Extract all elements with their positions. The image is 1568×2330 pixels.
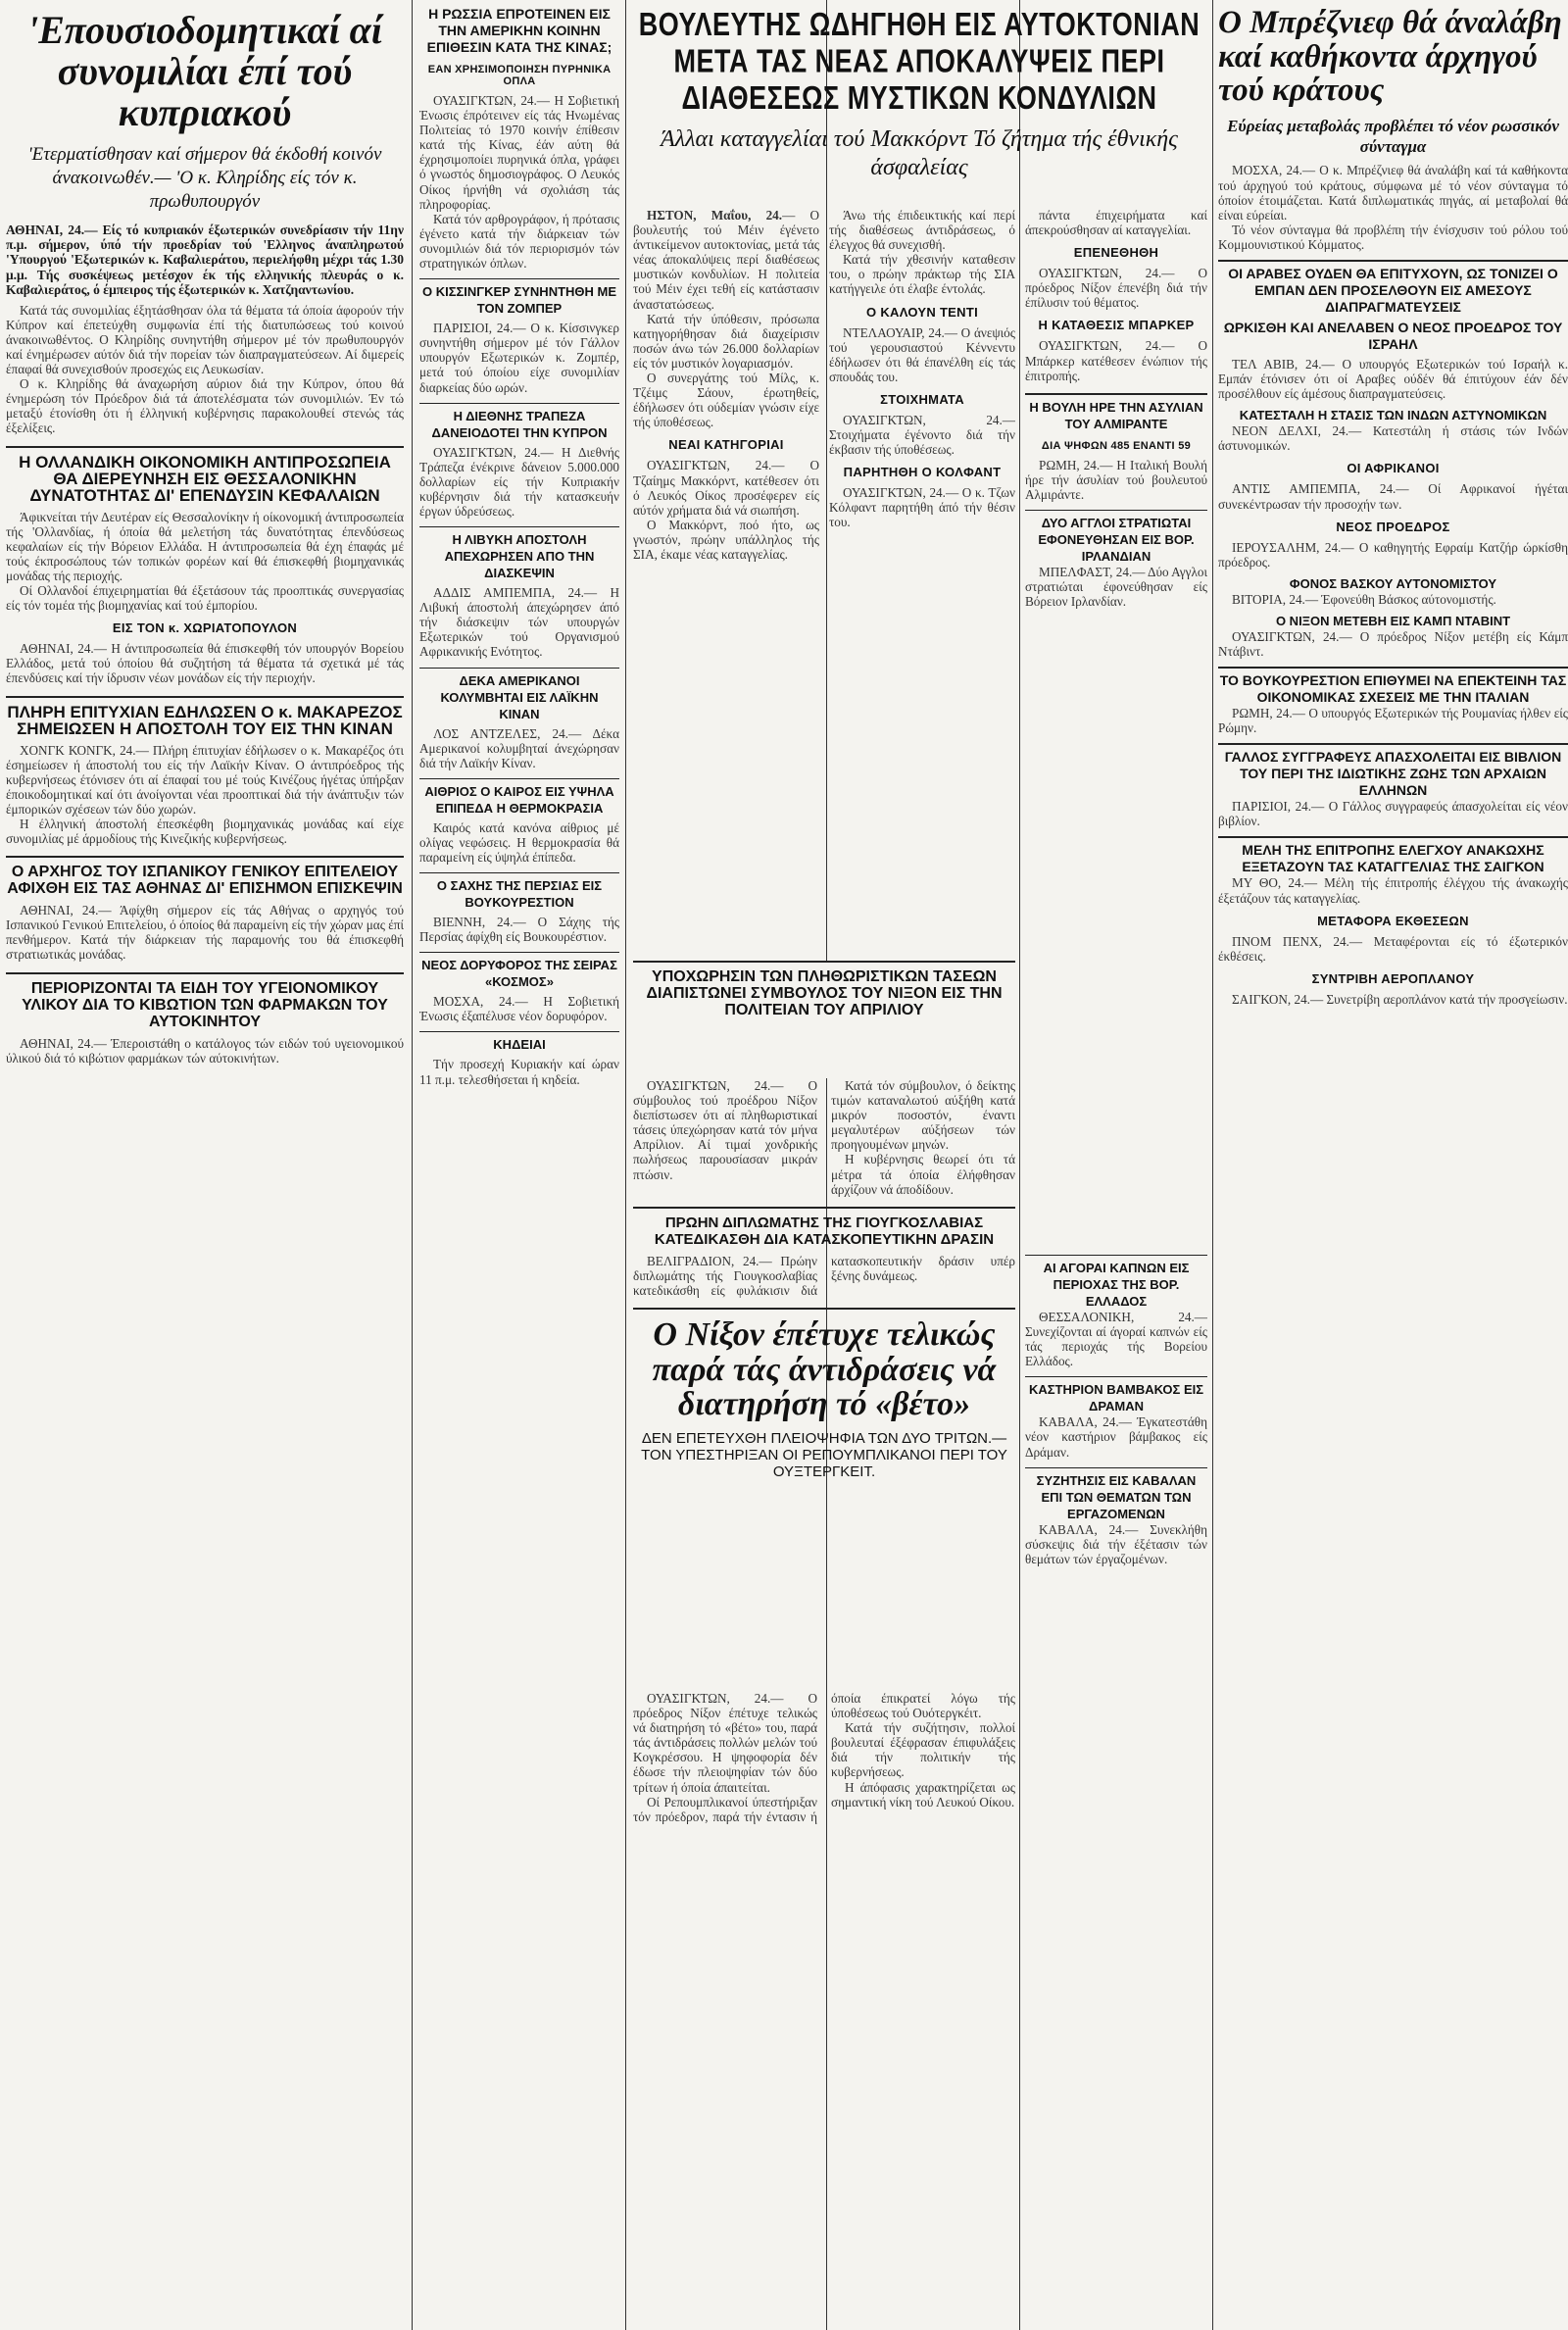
body-spanish-chief: ΑΘΗΝΑΙ, 24.— Άφίχθη σήμερον είς τάς Αθήνας ο αρχηγός τού Ισπανικού Γενικού Επιτελείου, ό όποίος θά παραμείνη είς τήν χώραν μας έπί πενθήμερον. Κατά τήν διάρκειαν τής παραμονής του θά έπισκεφθή στρατιωτικάς μονάδας. — [6, 903, 404, 963]
body-cotton: ΚΑΒΑΛΑ, 24.— Έγκατεστάθη νέον καστήριον βάμβακος είς Δράμαν. — [1025, 1414, 1207, 1460]
subhead-horiatopoulos: ΕΙΣ ΤΟΝ κ. ΧΩΡΙΑΤΟΠΟΥΛΟΝ — [112, 620, 298, 636]
body-mparker: ΟΥΑΣΙΓΚΤΩΝ, 24.— Ο Μπάρκερ κατέθεσεν ένώπιον τής έπιτροπής. — [1025, 338, 1207, 383]
headline-workers: ΣΥΖΗΤΗΣΙΣ ΕΙΣ ΚΑΒΑΛΑΝ ΕΠΙ ΤΩΝ ΘΕΜΑΤΩΝ ΤΩΝ ΕΡΓΑΖΟΜΕΝΩΝ — [1036, 1472, 1197, 1521]
subhead-transfer: ΜΕΤΑΦΟΡΑ ΕΚΘΕΣΕΩΝ — [1317, 913, 1469, 928]
body-suicide-cont2: πάντα έπιχειρήματα καί άπεκρούσθησαν αί καταγγελίαι. — [1025, 208, 1207, 238]
body-kissinger: ΠΑΡΙΣΙΟΙ, 24.— Ο κ. Κίσσινγκερ συνηντήθη σήμερον μέ τόν Γάλλον υπουργόν Εξωτερικών κ. Ζομπέρ, μετά τού όποίου είχε συνομιλίαν διαρκείας δύο ωρών. — [419, 321, 619, 395]
body-basque: ΒΙΤΟΡΙΑ, 24.— Έφονεύθη Βάσκος αύτονομιστής. — [1232, 591, 1496, 607]
deck-nixon-veto: ΔΕΝ ΕΠΕΤΕΥΧΘΗ ΠΛΕΙΟΨΗΦΙΑ ΤΩΝ ΔΥΟ ΤΡΙΤΩΝ.—ΤΟΝ ΥΠΕΣΤΗΡΙΞΑΝ ΟΙ ΡΕΠΟΥΜΠΛΙΚΑΝΟΙ ΠΕΡΙ ΤΟΥ ΟΥΞΤΕΡΓΚΕΙΤ. — [641, 1430, 1007, 1481]
headline-suicide: ΒΟΥΛΕΥΤΗΣ ΩΔΗΓΗΘΗ ΕΙΣ ΑΥΤΟΚΤΟΝΙΑΝ ΜΕΤΑ ΤΑΣ ΝΕΑΣ ΑΠΟΚΑΛΥΨΕΙΣ ΠΕΡΙ ΔΙΑΘΕΣΕΩΣ ΜΥΣΤΙΚΩΝ ΚΟΝΔΥΛΙΩΝ — [638, 6, 1200, 118]
headline-funerals: ΚΗΔΕΙΑΙ — [493, 1037, 546, 1053]
headline-swimmers: ΔΕΚΑ ΑΜΕΡΙΚΑΝΟΙ ΚΟΛΥΜΒΗΤΑΙ ΕΙΣ ΛΑΪΚΗΝ ΚΙΝΑΝ — [440, 672, 599, 721]
body-libya: ΑΔΔΙΣ ΑΜΠΕΜΠΑ, 24.— Η Λιβυκή άποστολή άπεχώρησεν άπό τήν διάσκεψιν τών υπουργών Εξωτερικών τού Οργανισμού Αφρικανικής Ενότητος. — [419, 585, 619, 660]
column-rule — [625, 0, 626, 2330]
body-workers: ΚΑΒΑΛΑ, 24.— Συνεκλήθη σύσκεψις διά τήν έξέτασιν τών θεμάτων τών έργαζομένων. — [1025, 1521, 1207, 1566]
headline-libya: Η ΛΙΒΥΚΗ ΑΠΟΣΤΟΛΗ ΑΠΕΧΩΡΗΣΕΝ ΑΠΟ ΤΗΝ ΔΙΑΣΚΕΨΙΝ — [444, 532, 595, 581]
headline-camp-david: Ο ΝΙΞΟΝ ΜΕΤΕΒΗ ΕΙΣ ΚΑΜΠ ΝΤΑΒΙΝΤ — [1275, 613, 1511, 628]
body-watergate-committee: ΜΥ ΘΟ, 24.— Μέλη τής έπιτροπής έλέγχου τής άνακωχής έξετάζουν τάς καταγγελίας. — [1218, 875, 1568, 906]
headline-israel-president: ΩΡΚΙΣΘΗ ΚΑΙ ΑΝΕΛΑΒΕΝ Ο ΝΕΟΣ ΠΡΟΕΔΡΟΣ ΤΟΥ ΙΣΡΑΗΛ — [1223, 319, 1563, 352]
deck-brezhnev: Εύρείας μεταβολάς προβλέπει τό νέον ρωσσικόν σύνταγμα — [1227, 116, 1559, 157]
center-deck-wrap — [631, 125, 1207, 204]
headline-shah: Ο ΣΑΧΗΣ ΤΗΣ ΠΕΡΣΙΑΣ ΕΙΣ ΒΟΥΚΟΥΡΕΣΤΙΟΝ — [436, 878, 603, 911]
headline-cyprus: 'Επουσιοδομητικαί αί συνομιλίαι έπί τού κυπριακού — [27, 8, 382, 134]
headline-cotton: ΚΑΣΤΗΡΙΟΝ ΒΑΜΒΑΚΟΣ ΕΙΣ ΔΡΑΜΑΝ — [1028, 1382, 1204, 1414]
subhead-vote: ΔΙΑ ΨΗΦΩΝ 485 ΕΝΑΝΤΙ 59 — [1041, 439, 1192, 452]
headline-spanish-chief: Ο ΑΡΧΗΓΟΣ ΤΟΥ ΙΣΠΑΝΙΚΟΥ ΓΕΝΙΚΟΥ ΕΠΙΤΕΛΕΙΟΥ ΑΦΙΧΘΗ ΕΙΣ ΤΑΣ ΑΘΗΝΑΣ ΔΙ' ΕΠΙΣΗΜΟΝ ΕΠΙΣΚΕΨΙΝ — [7, 864, 403, 898]
body-makarezos: ΧΟΝΓΚ ΚΟΝΓΚ, 24.— Πλήρη έπιτυχίαν έδήλωσεν ο κ. Μακαρέζος ότι έσημείωσεν ή άποστολή του είς τήν Λαϊκήν Κίναν. Ο άντιπρόεδρος τής κυβερνήσεως έτόνισεν ότι αί έπαφαί του μέ τούς Κινέζους ήγέτας ύπήρξαν έποικοδομητικαί καί ότι άνοίγονται νέαι προοπτικαί διά τήν άνάπτυξιν τών έμπορικών σχέσεων τών δύο χωρών. Η έλληνική άποστολή έπεσκέφθη βιομηχανικάς μονάδας καί είχε συνομιλίας μέ άρμοδίους τής Κινεζικής κυβερνήσεως. — [6, 742, 404, 847]
body-india-police: ΝΕΟΝ ΔΕΛΧΙ, 24.— Κατεστάλη ή στάσις τών Ινδών άστυνομικών. — [1218, 423, 1568, 454]
body-dutch: Άφικνείται τήν Δευτέραν είς Θεσσαλονίκην ή οίκονομική άντιπροσωπεία τής 'Ολλανδίας, ή όποία θά μελετήση τάς δυνατότητας έπενδύσεως κεφαλαίων είς τήν Βόρειον Ελλάδα. Η άντιπροσωπεία θά έχη έπαφάς μέ τούς έκπροσώπους τών τοπικών φορέων καί θά έπισκεφθή βιομηχανικάς μονάδας τής περιοχής. Οί Ολλανδοί έπιχειρηματίαι θά έξετάσουν τάς προοπτικάς συνεργασίας είς τόν τομέα τής βιομηχανίας καί τού έμπορίου. — [6, 509, 404, 614]
column-right — [1218, 6, 1568, 2324]
body-swimmers: ΛΟΣ ΑΝΤΖΕΛΕΣ, 24.— Δέκα Αμερικανοί κολυμβηταί άνεχώρησαν διά τήν Λαϊκήν Κίναν. — [419, 725, 619, 770]
headline-russia-china: Η ΡΩΣΣΙΑ ΕΠΡΟΤΕΙΝΕΝ ΕΙΣ ΤΗΝ ΑΜΕΡΙΚΗΝ ΚΟΙΝΗΝ ΕΠΙΘΕΣΙΝ ΚΑΤΑ ΤΗΣ ΚΙΝΑΣ; — [426, 6, 612, 55]
body-stoixima: ΟΥΑΣΙΓΚΤΩΝ, 24.— Στοιχήματα έγένοντο διά τήν έκβασιν τής ύποθέσεως. — [829, 412, 1015, 458]
body-ireland: ΜΠΕΛΦΑΣΤ, 24.— Δύο Αγγλοι στρατιώται έφονεύθησαν είς Βόρειον Ιρλανδίαν. — [1025, 565, 1207, 610]
column-rule — [1212, 0, 1213, 2330]
body-funerals: Τήν προσεχή Κυριακήν καί ώραν 11 π.μ. τελεσθήσεται ή κηδεία. — [419, 1057, 619, 1087]
headline-dutch-delegation: Η ΟΛΛΑΝΔΙΚΗ ΟΙΚΟΝΟΜΙΚΗ ΑΝΤΙΠΡΟΣΩΠΕΙΑ ΘΑ ΔΙΕΡΕΥΝΗΣΗ ΕΙΣ ΘΕΣΣΑΛΟΝΙΚΗΝ ΔΥΝΑΤΟΤΗΤΑΣ ΔΙ' ΕΠΕΝΔΥΣΙΝ ΚΕΦΑΛΑΙΩΝ — [19, 452, 391, 505]
body-transfer: ΠΝΟΜ ΠΕΝΧ, 24.— Μεταφέρονται είς τό έξωτερικόν έκθέσεις. — [1218, 933, 1568, 964]
headline-parliament: Η ΒΟΥΛΗ ΗΡΕ ΤΗΝ ΑΣΥΛΙΑΝ ΤΟΥ ΑΛΜΙΡΑΝΤΕ — [1029, 399, 1203, 431]
subhead-nuclear: ΕΑΝ ΧΡΗΣΙΜΟΠΟΙΗΣΗ ΠΥΡΗΝΙΚΑ ΟΠΛΑ — [427, 64, 612, 87]
body-tobacco: ΘΕΣΣΑΛΟΝΙΚΗ, 24.— Συνεχίζονται αί άγοραί καπνών είς τάς περιοχάς τής Βορείου Ελλάδος. — [1025, 1310, 1207, 1369]
body-yugoslav-spy: ΒΕΛΙΓΡΑΔΙΟΝ, 24.— Πρώην διπλωμάτης τής Γιουγκοσλαβίας κατεδικάσθη είς φυλάκισιν διά κατασκοπευτικήν δράσιν υπέρ ξένης δυνάμεως. — [633, 1253, 1015, 1298]
body-first-aid-kit: ΑΘΗΝΑΙ, 24.— Έπεροιστάθη ο κατάλογος τών ειδών τού υγειονομικού ύλικού διά τό κιβώτιον φαρμάκων τών αύτοκινήτων. — [6, 1035, 404, 1066]
headline-makarezos: ΠΛΗΡΗ ΕΠΙΤΥΧΙΑΝ ΕΔΗΛΩΣΕΝ Ο κ. ΜΑΚΑΡΕΖΟΣ ΣΗΜΕΙΩΣΕΝ Η ΑΠΟΣΤΟΛΗ ΤΟΥ ΕΙΣ ΤΗΝ ΚΙΝΑΝ — [7, 702, 403, 738]
headline-ireland: ΔΥΟ ΑΓΓΛΟΙ ΣΤΡΑΤΙΩΤΑΙ ΕΦΟΝΕΥΘΗΣΑΝ ΕΙΣ ΒΟΡ. ΙΡΛΑΝΔΙΑΝ — [1038, 516, 1195, 565]
headline-nixon-veto: Ο Νίξον έπέτυχε τελικώς παρά τάς άντιδράσεις νά διατηρήση τό «βέτο» — [652, 1316, 997, 1423]
body-plane-crash: ΣΑΙΓΚΟΝ, 24.— Συνετρίβη αεροπλάνον κατά τήν προσγείωσιν. — [1232, 991, 1568, 1007]
headline-watergate-committee: ΜΕΛΗ ΤΗΣ ΕΠΙΤΡΟΠΗΣ ΕΛΕΓΧΟΥ ΑΝΑΚΩΧΗΣ ΕΞΕΤΑΖΟΥΝ ΤΑΣ ΚΑΤΑΓΓΕΛΙΑΣ ΤΗΣ ΣΑΙΓΚΟΝ — [1242, 842, 1544, 875]
body-bucharest-italy: ΡΩΜΗ, 24.— Ο υπουργός Εξωτερικών τής Ρουμανίας ήλθεν είς Ρώμην. — [1218, 706, 1568, 736]
body-nixon-veto: ΟΥΑΣΙΓΚΤΩΝ, 24.— Ο πρόεδρος Νίξον έπέτυχε τελικώς νά διατηρήση τό «βέτο» του, παρά τάς άντιδράσεις πολλών μελών τού Κογκρέσσου. Η ψηφοφορία δέν έδωσε τήν πλειοψηφίαν τών δύο τρίτων ή όποία άπαιτείται. Οί Ρεπουμπλικανοί ύπεστήριξαν τόν πρόεδρον, παρά τήν έντασιν ή όποία έπικρατεί λόγω τής ύποθέσεως τού Ουότεργκέιτ. Κατά τήν συζήτησιν, πολλοί βουλευταί έξέφρασαν έπιφυλάξεις διά τήν πολιτικήν τής κυβερνήσεως. Η άπόφασις χαρακτηρίζεται ως σημαντική νίκη τού Λευκού Οίκου. — [633, 1691, 1015, 1824]
subhead-mparker: Η ΚΑΤΑΘΕΣΙΣ ΜΠΑΡΚΕΡ — [1038, 318, 1195, 333]
body-world-bank: ΟΥΑΣΙΓΚΤΩΝ, 24.— Η Διεθνής Τράπεζα ένέκρινε δάνειον 5.000.000 δολλαρίων είς τήν Κυπριακήν κυβέρνησιν διά τήν κατασκευήν έργων ύδρεύσεως. — [419, 444, 619, 519]
nixon-body-wrap — [633, 1691, 1015, 2318]
column-fifth-lower — [1025, 1255, 1207, 2318]
body-brezhnev: ΜΟΣΧΑ, 24.— Ο κ. Μπρέζνιεφ θά άναλάβη καί τά καθήκοντα τού άρχηγού τού κράτους, σύμφωνα μέ τό νέον σύνταγμα τό όποίον έτοιμάζεται. Κατά διπλωματικάς πηγάς, αί μεταβολαί θά είναι εύρείαι. Τό νέον σύνταγμα θά προβλέπη τήν ένίσχυσιν τού ρόλου τού Κομμουνιστικού Κόμματος. — [1218, 163, 1568, 252]
headline-tobacco: ΑΙ ΑΓΟΡΑΙ ΚΑΠΝΩΝ ΕΙΣ ΠΕΡΙΟΧΑΣ ΤΗΣ ΒΟΡ. ΕΛΛΑΔΟΣ — [1043, 1261, 1190, 1309]
body-french-writer: ΠΑΡΙΣΙΟΙ, 24.— Ο Γάλλος συγγραφεύς άπασχολείται είς νέον βιβλίον. — [1218, 799, 1568, 829]
body-new-president: ΙΕΡΟΥΣΑΛΗΜ, 24.— Ο καθηγητής Εφραίμ Κατζήρ ώρκίσθη πρόεδρος. — [1218, 539, 1568, 570]
subhead-kolfant: ΠΑΡΗΤΗΘΗ Ο ΚΟΛΦΑΝΤ — [843, 465, 1002, 480]
headline-kissinger: Ο ΚΙΣΣΙΝΓΚΕΡ ΣΥΝΗΝΤΗΘΗ ΜΕ ΤΟΝ ΖΟΜΠΕΡ — [421, 284, 617, 317]
subhead-epeneth: ΕΠΕΝΕΘΗΘΗ — [1073, 245, 1159, 261]
headline-bucharest-italy: ΤΟ ΒΟΥΚΟΥΡΕΣΤΙΟΝ ΕΠΙΘΥΜΕΙ ΝΑ ΕΠΕΚΤΕΙΝΗ ΤΑΣ ΟΙΚΟΝΟΜΙΚΑΣ ΣΧΕΣΕΙΣ ΜΕ ΤΗΝ ΙΤΑΛΙΑΝ — [1219, 672, 1567, 706]
lead-cyprus: ΑΘΗΝΑΙ, 24.— Είς τό κυπριακόν έξωτερικών συνεδρίασιν τήν 11ην π.μ. σήμερον, ύπό τήν προεδρίαν τού 'Ελληνος άναπληρωτού 'Υπουργού 'Εξωτερικών κ. Καβαλιεράτου, περιελήφθη μέχρι τάς 1.30 μ.μ. Τής συσκέψεως μετέσχον έκ τής ελληνικής πλευράς ο κ. Καβαλιεράτος, ό έμπειρος τής έξωτερικών κ. Χατζηαντωνίου. — [6, 223, 404, 297]
body-inflation: ΟΥΑΣΙΓΚΤΩΝ, 24.— Ο σύμβουλος τού προέδρου Νίξον διεπίστωσεν ότι αί πληθωριστικαί τάσεις ύπεχώρησαν κατά τόν μήνα Απρίλιον. Αί τιμαί χονδρικής πωλήσεως παρουσίασαν μικράν πτώσιν. Κατά τόν σύμβουλον, ό δείκτης τιμών καταναλωτού αύξήθη κατά μικρόν ποσοστόν, έναντι μεγαλυτέρων αύξήσεων τών προηγουμένων μηνών. Η κυβέρνησις θεωρεί ότι τά μέτρα τά όποία έλήφθησαν άρχίζουν νά άποδίδουν. — [633, 1078, 1015, 1197]
subhead-new-charges: ΝΕΑΙ ΚΑΤΗΓΟΡΙΑΙ — [668, 437, 784, 453]
body-kosmos: ΜΟΣΧΑ, 24.— Η Σοβιετική Ένωσις έξαπέλυσε νέον δορυφόρον. — [419, 994, 619, 1024]
headline-basque: ΦΟΝΟΣ ΒΑΣΚΟΥ ΑΥΤΟΝΟΜΙΣΤΟΥ — [1289, 575, 1497, 591]
headline-inflation: ΥΠΟΧΩΡΗΣΙΝ ΤΩΝ ΠΛΗΘΩΡΙΣΤΙΚΩΝ ΤΑΣΕΩΝ ΔΙΑΠΙΣΤΩΝΕΙ ΣΥΜΒΟΥΛΟΣ ΤΟΥ ΝΙΞΟΝ ΕΙΣ ΤΗΝ ΠΟΛΙΤΕΙΑΝ ΤΟΥ ΑΠΡΙΛΙΟΥ — [646, 968, 1003, 1018]
subhead-new-president: ΝΕΟΣ ΠΡΟΕΔΡΟΣ — [1336, 519, 1450, 534]
body-new-charges: ΟΥΑΣΙΓΚΤΩΝ, 24.— Ο Τζαίημς Μακκόρντ, κατέθεσεν ότι ό Λευκός Οίκος προσέφερεν είς αύτόν χρήματα διά νά σιωπήση. Ο Μακκόρντ, ποό ήτο, ως γνωστόν, πρώην υπάλληλος τής ΣΙΑ, έκαμε νέας καταγγελίας. — [633, 458, 819, 562]
subhead-kaloun: Ο ΚΑΛΟΥΝ ΤΕΝΤΙ — [866, 304, 978, 320]
subhead-stoixima: ΣΤΟΙΧΗΜΑΤΑ — [880, 391, 964, 407]
column-second — [419, 6, 619, 2324]
body-arabs: ΤΕΛ ΑΒΙΒ, 24.— Ο υπουργός Εξωτερικών τού Ισραήλ κ. Εμπάν έτόνισεν ότι οί Αραβες ούδέν θά έπιτύχουν έάν δέν προσέλθουν είς άμέσους διαπραγματεύσεις. — [1218, 356, 1568, 402]
subhead-africans: ΟΙ ΑΦΡΙΚΑΝΟΙ — [1347, 461, 1440, 476]
body-epeneth: ΟΥΑΣΙΓΚΤΩΝ, 24.— Ο πρόεδρος Νίξον έπενέβη διά τήν έπίλυσιν τού θέματος. — [1025, 266, 1207, 311]
body-kaloun: ΝΤΕΛΑΟΥΑΙΡ, 24.— Ο άνεψιός τού γερουσιαστού Κέννεντυ έδήλωσεν ότι θά έπανέλθη είς τάς σπουδάς του. — [829, 324, 1015, 384]
body-shah: ΒΙΕΝΝΗ, 24.— Ο Σάχης τής Περσίας άφίχθη είς Βουκουρέστιον. — [419, 915, 619, 945]
body-parliament: ΡΩΜΗ, 24.— Η Ιταλική Βουλή ήρε τήν άσυλίαν τού βουλευτού Αλμιράντε. — [1025, 457, 1207, 502]
column-rule — [1019, 0, 1020, 2330]
body-weather: Καιρός κατά κανόνα αίθριος μέ ολίγας νεφώσεις. Η θερμοκρασία θά παραμείνη είς ύψηλά έπίπεδα. — [419, 819, 619, 865]
body-camp-david: ΟΥΑΣΙΓΚΤΩΝ, 24.— Ο πρόεδρος Νίξον μετέβη είς Κάμπ Ντάβιντ. — [1218, 628, 1568, 660]
body-suicide: ΗΣΤΟΝ, Μαΐου, 24.— Ο βουλευτής τού Μέιν έγένετο άντικείμενον αυτοκτονίας, μετά τάς νέας άποκαλύψεις περί διαθέσεως μυστικών κονδυλίων. Η πολιτεία τού Μέιν έχει τεθή είς κατάστασιν άναστατώσεως. Κατά τήν ύπόθεσιν, πρόσωπα κατηγορήθησαν διά διαχείρισιν ποσών άνω τών 26.000 δολλαρίων είς τόν μυστικόν λογαριασμόν. Ο συνεργάτης τού Μίλς, κ. Τζέιμς Σάουν, έρωτηθείς, έδήλωσεν ότι ούδεμίαν γνώσιν είχε τής ύποθέσεως. — [633, 208, 819, 430]
body-horiatopoulos: ΑΘΗΝΑΙ, 24.— Η άντιπροσωπεία θά έπισκεφθή τόν υπουργόν Βορείου Ελλάδος, μετά τού όποίου θά συζητήση τά θέματα τά σχετικά μέ τάς έπενδύσεις καί τήν ίδρυσιν νέων μονάδων είς τήν περιοχήν. — [6, 641, 404, 686]
headline-first-aid-kit: ΠΕΡΙΟΡΙΖΟΝΤΑΙ ΤΑ ΕΙΔΗ ΤΟΥ ΥΓΕΙΟΝΟΜΙΚΟΥ ΥΛΙΚΟΥ ΔΙΑ ΤΟ ΚΙΒΩΤΙΟΝ ΤΩΝ ΦΑΡΜΑΚΩΝ ΤΟΥ ΑΥΤΟΚΙΝΗΤΟΥ — [22, 979, 388, 1030]
body-africans: ΑΝΤΙΣ ΑΜΠΕΜΠΑ, 24.— Οί Αφρικανοί ήγέται συνεκέντρωσαν τήν προσοχήν των. — [1218, 481, 1568, 512]
headline-arabs: ΟΙ ΑΡΑΒΕΣ ΟΥΔΕΝ ΘΑ ΕΠΙΤΥΧΟΥΝ, ΩΣ ΤΟΝΙΖΕΙ Ο ΕΜΠΑΝ ΔΕΝ ΠΡΟΣΕΛΘΟΥΝ ΕΙΣ ΑΜΕΣΟΥΣ ΔΙΑΠΡΑΓΜΑΤΕΥΣΕΙΣ — [1228, 265, 1558, 315]
column-rule — [412, 0, 413, 2330]
tax-headline-wrap — [633, 961, 1015, 1078]
headline-weather: ΑΙΘΡΙΟΣ Ο ΚΑΙΡΟΣ ΕΙΣ ΥΨΗΛΑ ΕΠΙΠΕΔΑ Η ΘΕΡΜΟΚΡΑΣΙΑ — [424, 783, 614, 816]
tax-body-wrap — [633, 1078, 1015, 1686]
column-left — [6, 6, 404, 2324]
deck-cyprus: 'Ετερματίσθησαν καί σήμερον θά έκδοθή κοινόν άνακοινωθέν.— 'Ο κ. Κληρίδης είς τόν κ. πρωθυπουργόν — [27, 144, 382, 212]
headline-kosmos: ΝΕΟΣ ΔΟΡΥΦΟΡΟΣ ΤΗΣ ΣΕΙΡΑΣ «ΚΟΣΜΟΣ» — [421, 958, 617, 990]
body-cyprus: Κατά τάς συνομιλίας έξητάσθησαν όλα τά θέματα τά όποία άφορούν τήν Κύπρον καί έπετεύχθη συμφωνία έπί τής διατυπώσεως τού κοινού άνακοινωθέντος. Ο Κληρίδης συνηντήθη σήμερον μέ τόν πρωθυπουργόν καί ένημέρωσεν αύτόν διά τήν πορείαν τών διαπραγματεύσεων. Αί διμερείς έπαφαί θά συνεχισθούν προσεχώς εις Λευκωσίαν. Ο κ. Κληρίδης θά άναχωρήση αύριον διά την Κύπρον, όπου θά ένημερώση τόν Πρόεδρον διά τά άποτελέσματα τών συνομιλιών. Έν τώ μεταξύ έτονίσθη ότι ή έλληνική κυβέρνησις παρακολουθεί στενώς τάς έξελίξεις. — [6, 302, 404, 436]
body-russia-china: ΟΥΑΣΙΓΚΤΩΝ, 24.— Η Σοβιετική Ένωσις έπρότεινεν είς τάς Ηνωμένας Πολιτείας τό 1970 κοινήν έπίθεσιν κατά τής Κίνας, έάν αύτη θά έχρησιμοποίει πυρηνικά όπλα, γράφει ό γνωστός δημοσιογράφος. Ο Λευκός Οίκος ήρνήθη νά σχολιάση τάς πληροφορίας. Κατά τόν αρθρογράφον, ή πρότασις έγένετο κατά τήν διάρκειαν τών συνομιλιών διά τόν περιορισμόν τών στρατηγικών όπλων. — [419, 93, 619, 272]
deck-mccord: Άλλαι καταγγελίαι τού Μακκόρντ Τό ζήτημα τής έθνικής άσφαλείας — [661, 126, 1178, 180]
headline-french-writer: ΓΑΛΛΟΣ ΣΥΓΓΡΑΦΕΥΣ ΑΠΑΣΧΟΛΕΙΤΑΙ ΕΙΣ ΒΙΒΛΙΟΝ ΤΟΥ ΠΕΡΙ ΤΗΣ ΙΔΙΩΤΙΚΗΣ ΖΩΗΣ ΤΩΝ ΑΡΧΑΙΩΝ ΕΛΛΗΝΩΝ — [1224, 749, 1562, 799]
subhead-plane-crash: ΣΥΝΤΡΙΒΗ ΑΕΡΟΠΛΑΝΟΥ — [1311, 970, 1475, 986]
headline-india-police: ΚΑΤΕΣΤΑΛΗ Η ΣΤΑΣΙΣ ΤΩΝ ΙΝΔΩΝ ΑΣΤΥΝΟΜΙΚΩΝ — [1239, 408, 1547, 423]
headline-yugoslav-spy: ΠΡΩΗΝ ΔΙΠΛΩΜΑΤΗΣ ΤΗΣ ΓΙΟΥΓΚΟΣΛΑΒΙΑΣ ΚΑΤΕΔΙΚΑΣΘΗ ΔΙΑ ΚΑΤΑΣΚΟΠΕΥΤΙΚΗΝ ΔΡΑΣΙΝ — [654, 1214, 995, 1248]
body-suicide-cont: Άνω τής έπιδεικτικής καί περί τής διαθέσεως άντιδράσεως, ό έλεγχος θά συνεχισθή. Κατά τήν χθεσινήν καταθεσιν του, ο πρώην πράκτωρ τής ΣΙΑ κατήγγειλε ότι έλαβε έντολάς. — [829, 208, 1015, 297]
body-kolfant: ΟΥΑΣΙΓΚΤΩΝ, 24.— Ο κ. Τζων Κόλφαντ παρητήθη άπό τήν θέσιν του. — [829, 485, 1015, 530]
column-fifth — [1025, 208, 1207, 1247]
headline-brezhnev: Ο Μπρέζνιεφ θά άναλάβη καί καθήκοντα άρχηγού τού κράτους — [1218, 6, 1562, 109]
headline-world-bank: Η ΔΙΕΘΝΗΣ ΤΡΑΠΕΖΑ ΔΑΝΕΙΟΔΟΤΕΙ ΤΗΝ ΚΥΠΡΟΝ — [431, 408, 608, 440]
